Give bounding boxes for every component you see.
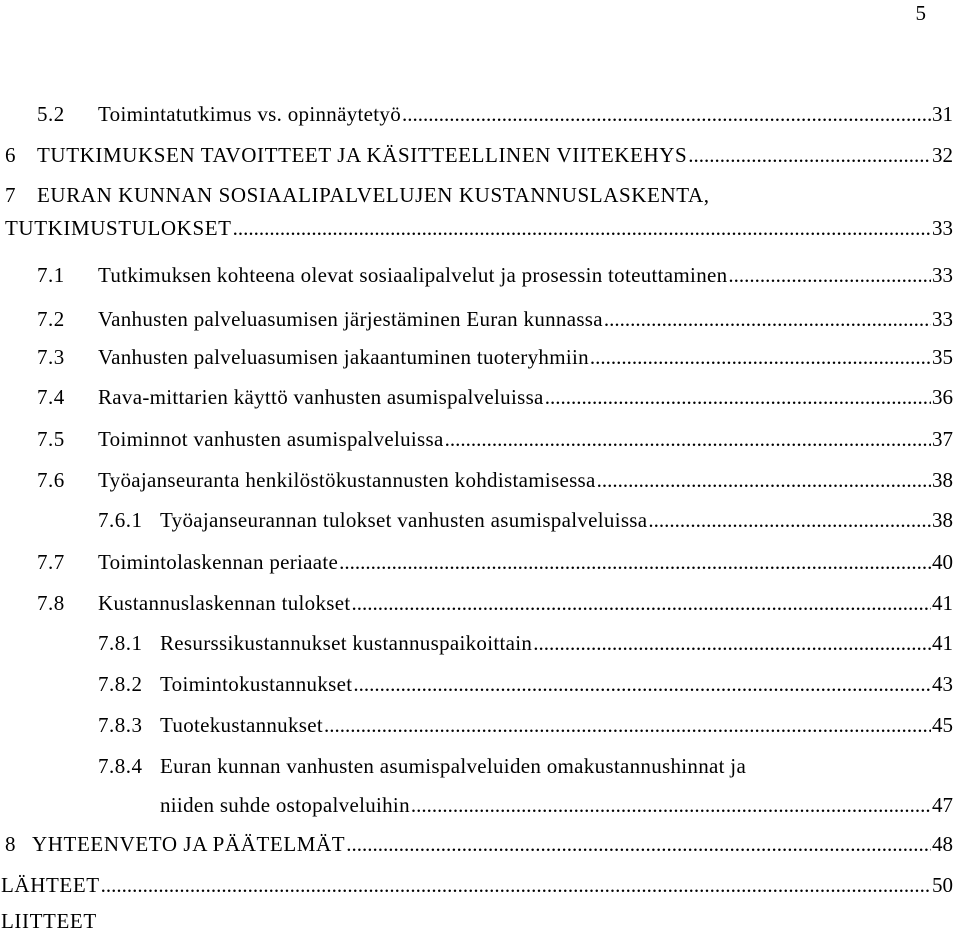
toc-page: 38 <box>932 468 953 492</box>
toc-number: 7.3 <box>37 345 65 369</box>
toc-title: Tuotekustannukset <box>160 713 323 737</box>
toc-entry-7-8-3[interactable] <box>98 712 953 738</box>
toc-page: 33 <box>932 216 953 240</box>
toc-leader-dots <box>533 630 931 656</box>
toc-number: 7.1 <box>37 263 65 287</box>
toc-title: YHTEENVETO JA PÄÄTELMÄT <box>32 832 346 856</box>
toc-title: Tutkimuksen kohteena olevat sosiaalipalvelut ja prosessin toteuttaminen <box>98 263 728 287</box>
toc-title: Toiminnot vanhusten asumispalveluissa <box>98 427 444 451</box>
page-number: 5 <box>915 1 926 25</box>
toc-entry-6[interactable] <box>5 142 953 168</box>
toc-leader-dots <box>233 215 931 241</box>
toc-page: 31 <box>932 102 953 126</box>
toc-title: LIITTEET <box>1 909 97 933</box>
toc-entry-7-8-1[interactable] <box>98 630 953 656</box>
toc-title: Työajanseuranta henkilöstökustannusten kohdistamisessa <box>98 468 596 492</box>
toc-title: Vanhusten palveluasumisen järjestäminen Euran kunnassa <box>98 307 603 331</box>
toc-title-continued: niiden suhde ostopalveluihin <box>160 793 410 817</box>
toc-leader-dots <box>324 712 931 738</box>
toc-number: 7.4 <box>37 385 65 409</box>
toc-page: 41 <box>932 591 953 615</box>
toc-leader-dots <box>351 590 931 616</box>
toc-leader-dots <box>445 426 931 452</box>
toc-leader-dots <box>648 507 931 533</box>
toc-entry-7-8[interactable] <box>37 590 953 616</box>
toc-leader-dots <box>688 142 931 168</box>
toc-title-continued: TUTKIMUSTULOKSET <box>5 216 232 240</box>
toc-title: Kustannuslaskennan tulokset <box>98 591 351 615</box>
toc-number: 5.2 <box>37 102 65 126</box>
toc-entry-7-8-4[interactable] <box>98 753 953 779</box>
toc-entry-lahteet[interactable] <box>1 872 953 898</box>
toc-title: TUTKIMUKSEN TAVOITTEET JA KÄSITTEELLINEN VIITEKEHYS <box>37 143 688 167</box>
toc-leader-dots <box>402 101 931 127</box>
toc-number: 8 <box>5 832 16 856</box>
toc-page: 38 <box>932 508 953 532</box>
toc-page: 45 <box>932 713 953 737</box>
toc-entry-7[interactable] <box>5 182 953 208</box>
toc-entry-8[interactable] <box>5 831 953 857</box>
toc-title: EURAN KUNNAN SOSIAALIPALVELUJEN KUSTANNUSLASKENTA, <box>37 183 710 207</box>
toc-number: 6 <box>5 143 16 167</box>
toc-entry-7-5[interactable] <box>37 426 953 452</box>
toc-entry-7-4[interactable] <box>37 384 953 410</box>
toc-title: LÄHTEET <box>1 873 100 897</box>
toc-entry-7-1[interactable] <box>37 262 953 288</box>
toc-title: Vanhusten palveluasumisen jakaantuminen tuoteryhmiin <box>98 345 589 369</box>
toc-number: 7.8.2 <box>98 672 143 696</box>
toc-entry-5-2[interactable] <box>37 101 953 127</box>
toc-title: Työajanseurannan tulokset vanhusten asumispalveluissa <box>160 508 648 532</box>
toc-number: 7.5 <box>37 427 65 451</box>
toc-entry-7-8-2[interactable] <box>98 671 953 697</box>
toc-page: 37 <box>932 427 953 451</box>
toc-leader-dots <box>101 872 931 898</box>
toc-leader-dots <box>346 831 931 857</box>
toc-title: Toimintolaskennan periaate <box>98 550 339 574</box>
toc-title: Rava-mittarien käyttö vanhusten asumispalveluissa <box>98 385 544 409</box>
toc-number: 7.7 <box>37 550 65 574</box>
toc-entry-liitteet[interactable] <box>1 908 953 934</box>
toc-page: 48 <box>932 832 953 856</box>
toc-page: 47 <box>932 793 953 817</box>
toc-page: 41 <box>932 631 953 655</box>
toc-number: 7.8.3 <box>98 713 143 737</box>
toc-leader-dots <box>411 792 931 818</box>
toc-title: Toimintatutkimus vs. opinnäytetyö <box>98 102 401 126</box>
toc-number: 7.8.4 <box>98 754 143 778</box>
toc-page: 36 <box>932 385 953 409</box>
toc-page: 32 <box>932 143 953 167</box>
toc-entry-7-6[interactable] <box>37 467 953 493</box>
toc-number: 7.6 <box>37 468 65 492</box>
toc-title: Resurssikustannukset kustannuspaikoittain <box>160 631 533 655</box>
toc-leader-dots <box>545 384 931 410</box>
toc-title: Toimintokustannukset <box>160 672 353 696</box>
toc-number: 7.2 <box>37 307 65 331</box>
toc-number: 7.8 <box>37 591 65 615</box>
toc-number: 7 <box>5 183 16 207</box>
toc-entry-7-7[interactable] <box>37 549 953 575</box>
toc-leader-dots <box>339 549 931 575</box>
toc-page: 40 <box>932 550 953 574</box>
toc-entry-7-3[interactable] <box>37 344 953 370</box>
toc-entry-7-2[interactable] <box>37 306 953 332</box>
toc-leader-dots <box>728 262 931 288</box>
toc-page: 33 <box>932 263 953 287</box>
toc-leader-dots <box>353 671 931 697</box>
toc-title: Euran kunnan vanhusten asumispalveluiden omakustannushinnat ja <box>160 754 747 778</box>
toc-number: 7.8.1 <box>98 631 143 655</box>
toc-leader-dots <box>597 467 931 493</box>
toc-page: 35 <box>932 345 953 369</box>
toc-page: 33 <box>932 307 953 331</box>
toc-leader-dots <box>590 344 931 370</box>
toc-entry-7-6-1[interactable] <box>98 507 953 533</box>
toc-entry-7-8-4-continued[interactable] <box>160 792 953 818</box>
toc-leader-dots <box>604 306 931 332</box>
toc-page: 50 <box>932 873 953 897</box>
toc-entry-7-continued[interactable] <box>5 215 953 241</box>
toc-number: 7.6.1 <box>98 508 143 532</box>
toc-page: 43 <box>932 672 953 696</box>
